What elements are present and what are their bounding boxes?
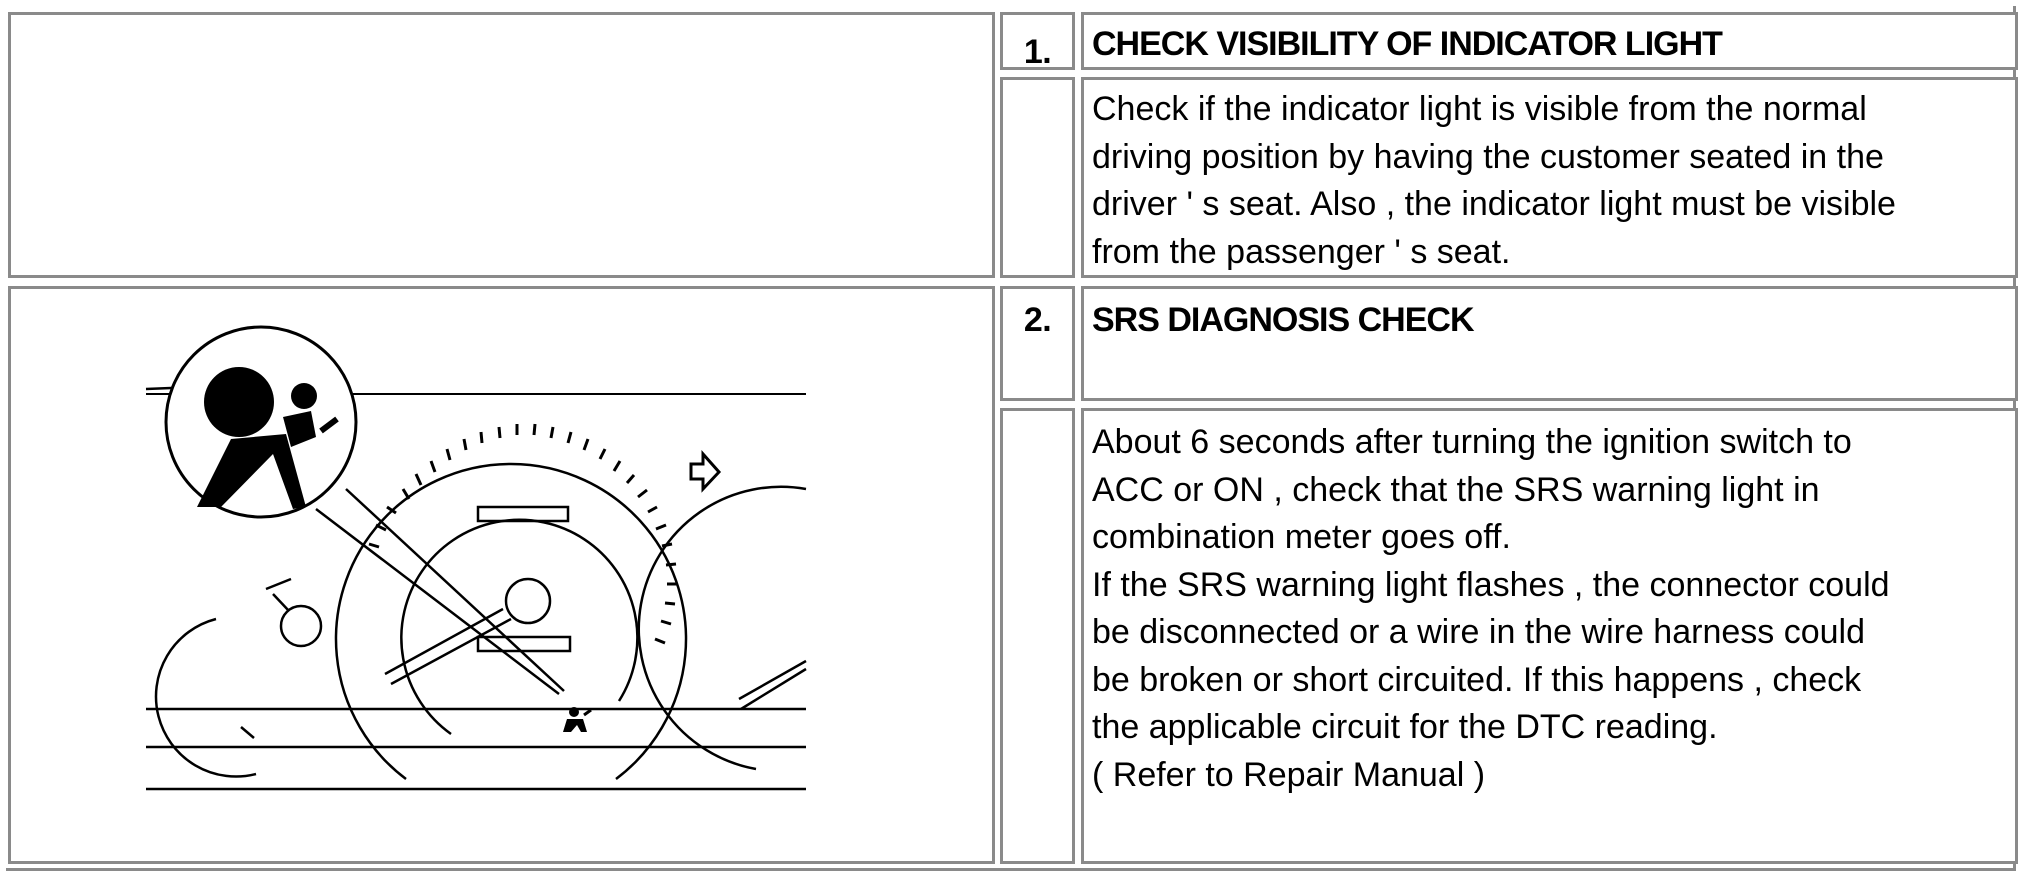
- step-2-body: About 6 seconds after turning the ignition switch to ACC or ON , check that the SRS warning light in combination meter goes off. If the SRS warning light flashes , the connector could be disconnected or a wire in the wire harness could be broken or short circuited. If this happens , check the applicable circuit for the DTC reading. ( Refer to Repair Manual ): [1081, 408, 2018, 864]
- step-1-blank-cell: [1000, 77, 1075, 278]
- step-2-title: SRS DIAGNOSIS CHECK: [1081, 286, 2018, 401]
- step-1-body: Check if the indicator light is visible from the normal driving position by having the customer seated in the driver ' s seat. Also , the indicator light must be visible from the passenger ' s seat.: [1081, 77, 2018, 278]
- srs-indicator-light-icon: [563, 707, 591, 732]
- step-2-blank-cell: [1000, 408, 1075, 864]
- step-1-title: CHECK VISIBILITY OF INDICATOR LIGHT: [1081, 12, 2018, 70]
- step-1-number: 1.: [1000, 12, 1075, 70]
- step-2-image-cell: [8, 286, 995, 864]
- step-1-image-cell: [8, 12, 995, 278]
- step-2-number: 2.: [1000, 286, 1075, 401]
- combination-meter-illustration: [11, 289, 995, 864]
